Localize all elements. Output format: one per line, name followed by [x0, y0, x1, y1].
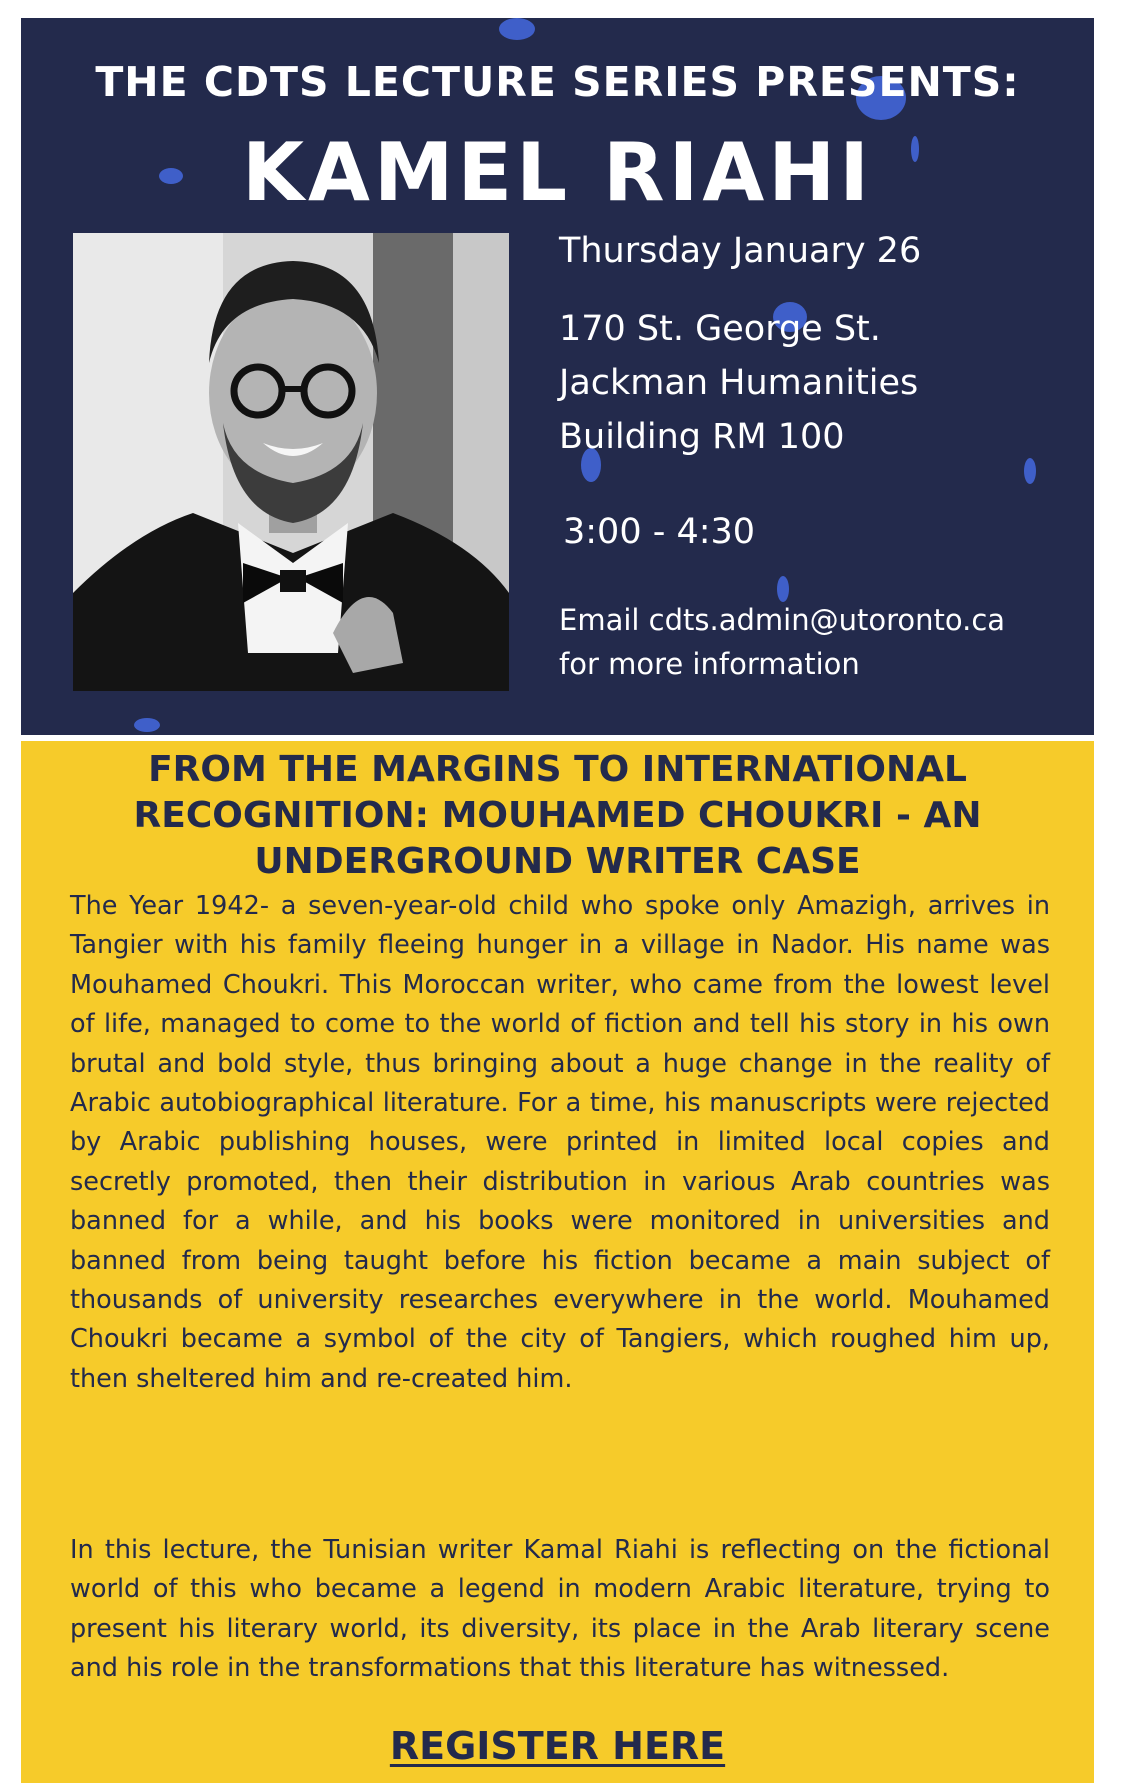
register-link[interactable]: REGISTER HERE: [389, 1724, 726, 1768]
address-line: Jackman Humanities: [559, 363, 919, 403]
lecture-description: The Year 1942- a seven-year-old child who spoke only Amazigh, arrives in Tangier with his family fleeing hunger in a village in Nador. His name was Mouhamed Choukri. This Moroccan writer, who came from the lowest level of life, managed to come to the world of fiction and tell his story in his own brutal and bold style, thus bringing about a huge change in the reality of Arabic autobiographical literature. For a time, his manuscripts were rejected by Arabic publishing houses, were printed in limited local copies and secretly promoted, then their distribution in various Arab countries was banned for a while, and his books were monitored in universities and banned from being taught before his fiction became a main subject of thousands of university researches everywhere in the world. Mouhamed Choukri became a symbol of the city of Tangiers, which roughed him up, then sheltered him and re-created him.: [70, 891, 1050, 1394]
contact-email-line: Email cdts.admin@utoronto.ca: [559, 603, 1006, 637]
event-address: [559, 302, 918, 464]
address-line: 170 St. George St.: [559, 309, 881, 349]
event-time: 3:00 - 4:30: [563, 512, 756, 552]
address-line: Building RM 100: [559, 417, 845, 457]
speaker-name: KAMEL RIAHI: [242, 126, 873, 219]
paint-splash-decoration: [499, 18, 535, 40]
lecture-title: FROM THE MARGINS TO INTERNATIONAL RECOGNITION: MOUHAMED CHOUKRI - AN UNDERGROUND WRITER CASE: [133, 749, 982, 882]
contact-info: [559, 598, 1005, 686]
contact-note: for more information: [559, 647, 860, 681]
series-heading: THE CDTS LECTURE SERIES PRESENTS:: [95, 58, 1020, 106]
header-panel: [21, 18, 1094, 735]
lecture-description: In this lecture, the Tunisian writer Kamal Riahi is reflecting on the fictional world of this who became a legend in modern Arabic literature, trying to present his literary world, its diversity, its place in the Arab literary scene and his role in the transformations that this literature has witnessed.: [70, 1535, 1050, 1684]
event-date: Thursday January 26: [559, 231, 922, 271]
paint-splash-decoration: [134, 718, 160, 732]
lecture-panel: [21, 741, 1094, 1783]
speaker-portrait: [73, 233, 509, 691]
portrait-illustration: [73, 233, 509, 691]
paint-splash-decoration: [1024, 458, 1036, 484]
